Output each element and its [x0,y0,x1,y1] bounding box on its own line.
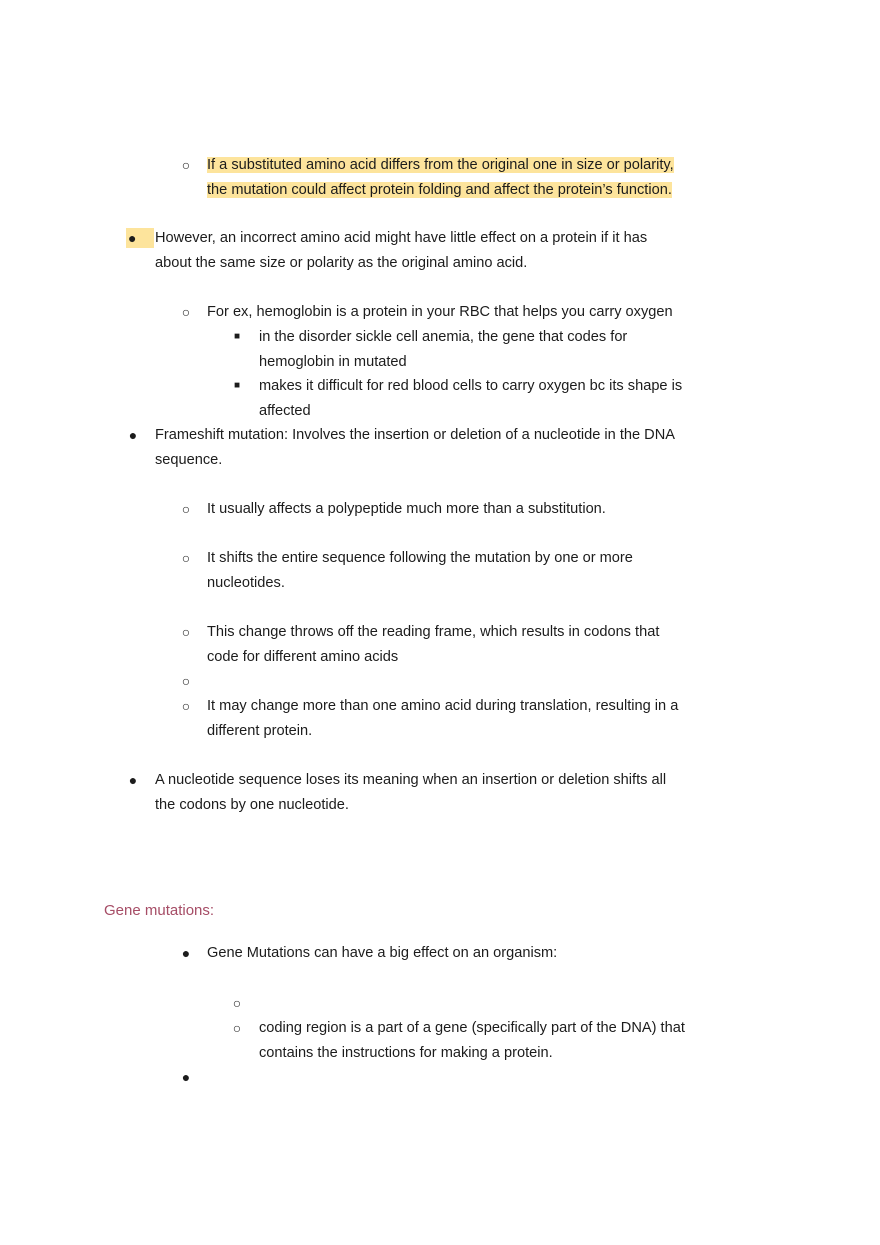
highlighted-text: the mutation could affect protein folding and affect the protein’s function. [207,181,672,198]
list-item-text: Frameshift mutation: Involves the insertion or deletion of a nucleotide in the DNA [155,427,675,443]
highlighted-text: If a substituted amino acid differs from the original one in size or polarity, [207,157,674,173]
circle-bullet-icon: ○ [232,1020,242,1036]
circle-bullet-icon: ○ [181,501,191,517]
disc-bullet-icon: ● [126,228,154,248]
list-item-text: However, an incorrect amino acid might have little effect on a protein if it has [155,230,648,246]
circle-bullet-icon: ○ [181,673,191,689]
list-item-text: This change throws off the reading frame, which results in codons that [207,624,660,640]
list-item-text [207,180,672,200]
list-item-text: contains the instructions for making a protein. [259,1044,553,1061]
list-item-text: the codons by one nucleotide. [155,796,349,813]
section-heading: Gene mutations: [104,902,215,919]
square-bullet-icon: ■ [233,380,241,391]
list-item-text: It shifts the entire sequence following the mutation by one or more [207,550,633,566]
circle-bullet-icon: ○ [181,157,191,173]
list-item-text [207,155,674,175]
list-item-text: hemoglobin in mutated [259,353,407,370]
circle-bullet-icon: ○ [181,304,191,320]
list-item-text: makes it difficult for red blood cells to carry oxygen bc its shape is [259,378,683,394]
list-item-text: different protein. [207,722,313,739]
square-bullet-icon: ■ [233,331,241,342]
list-item-text: sequence. [155,451,223,468]
list-item-text: Gene Mutations can have a big effect on an organism: [207,945,558,961]
list-item-text: affected [259,402,311,419]
circle-bullet-icon: ○ [232,995,242,1011]
list-item-text: about the same size or polarity as the original amino acid. [155,254,528,271]
list-item-text: in the disorder sickle cell anemia, the gene that codes for [259,329,628,345]
disc-bullet-icon: ● [181,1069,191,1085]
list-item-text: It may change more than one amino acid during translation, resulting in a [207,698,679,714]
circle-bullet-icon: ○ [181,698,191,714]
disc-bullet-icon: ● [181,945,191,961]
disc-bullet-icon: ● [128,772,138,788]
list-item-text: It usually affects a polypeptide much more than a substitution. [207,501,606,517]
disc-bullet-icon: ● [128,427,138,443]
list-item-text: coding region is a part of a gene (specifically part of the DNA) that [259,1020,685,1036]
list-item-text: A nucleotide sequence loses its meaning when an insertion or deletion shifts all [155,772,667,788]
circle-bullet-icon: ○ [181,624,191,640]
circle-bullet-icon: ○ [181,550,191,566]
list-item-text: code for different amino acids [207,648,399,665]
list-item-text: nucleotides. [207,574,285,591]
list-item-text: For ex, hemoglobin is a protein in your RBC that helps you carry oxygen [207,304,673,320]
